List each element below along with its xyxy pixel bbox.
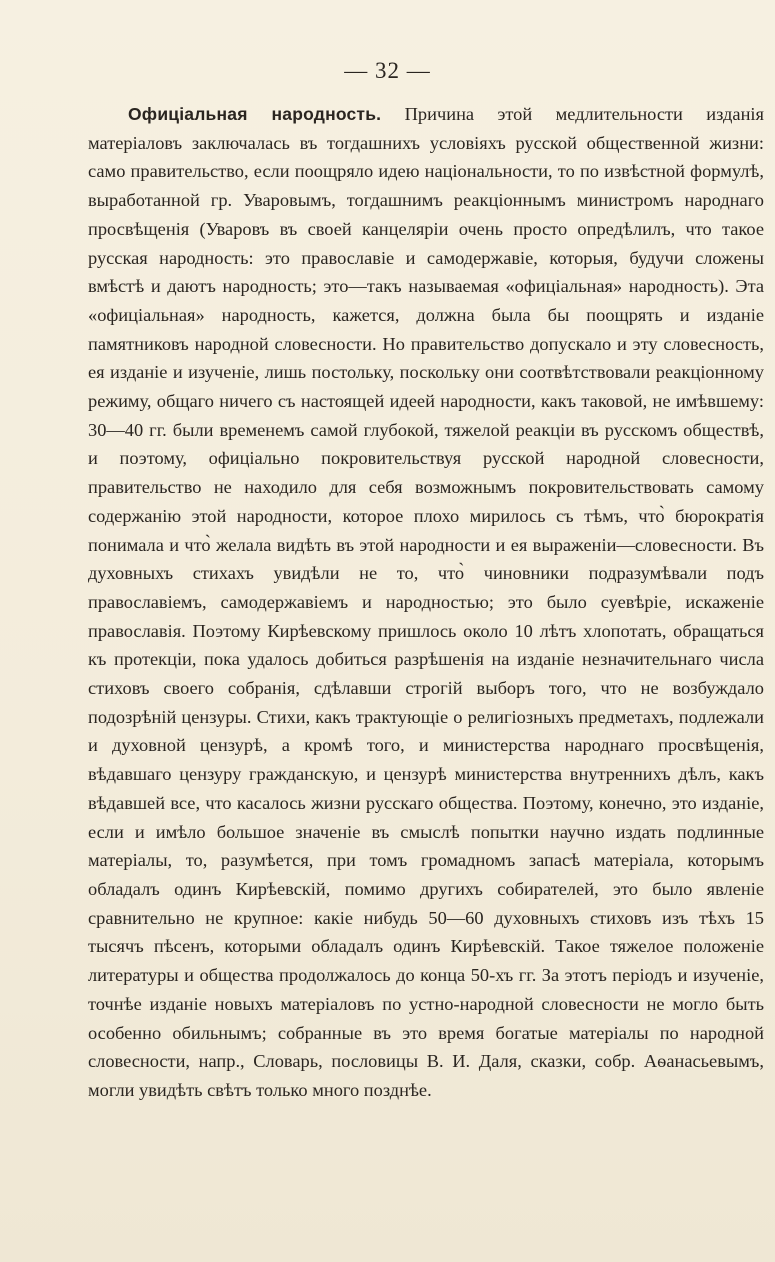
paragraph-text: Причина этой медлительности изданія матеріаловъ заключалась въ тогдашнихъ условіяхъ русской общественной жизни: само правительство, если поощряло идею національности, то по извѣстной формулѣ, выработанной гр. Уваровымъ, тогдашнимъ реакціоннымъ министромъ народнаго просвѣщенія (Уваровъ въ своей канцеляріи очень просто опредѣлилъ, что такое русская народность: это православіе и самодержавіе, которыя, будучи сложены вмѣстѣ и даютъ народность; это—такъ называемая «офиціальная» народность). Эта «офиціальная» народность, кажется, должна была бы поощрять и изданіе памятниковъ народной словесности. Но правительство допускало и эту словесность, ея изданіе и изученіе, лишь постольку, поскольку они соотвѣтствовали реакціонному режиму, общаго ничего съ настоящей идеей народности, какъ таковой, не имѣвшему: 30—40 гг. были временемъ самой глубокой, тяжелой реакціи въ русскомъ обществѣ, и поэтому, офиціально покровительствуя русской народной словесности, правительство не находило для себя возможнымъ покровительствовать самому содержанію этой народности, которое плохо мирилось съ тѣмъ, что̀ бюрократія понимала и что̀ желала видѣть въ этой народности и ея выраженіи—словесности. Въ духовныхъ стихахъ увидѣли не то, что̀ чиновники подразумѣвали подъ православіемъ, самодержавіемъ и народностью; это было суевѣріе, искаженіе православія. Поэтому Кирѣевскому пришлось около 10 лѣтъ хлопотать, обращаться къ протекціи, пока удалось добиться разрѣшенія на изданіе незначительнаго числа стиховъ своего собранія, сдѣлавши строгій выборъ того, что не возбуждало подозрѣній цензуры. Стихи, какъ трактующіе о религіозныхъ предметахъ, подлежали и духовной цензурѣ, а кромѣ того, и министерства народнаго просвѣщенія, вѣдавшаго цензуру гражданскую, и цензурѣ министерства внутреннихъ дѣлъ, какъ вѣдавшей все, что касалось жизни русскаго общества. Поэтому, конечно, это изданіе, если и имѣло большое значеніе въ смыслѣ попытки научно издать подлинные матеріалы, то, разумѣется, при томъ громадномъ запасѣ матеріала, которымъ обладалъ одинъ Кирѣевскій, помимо другихъ собирателей, это было явленіе сравнительно не крупное: какіе нибудь 50—60 духовныхъ стиховъ изъ тѣхъ 15 тысячъ пѣсенъ, которыми обладалъ одинъ Кирѣевскій. Такое тяжелое положеніе литературы и общества продолжалось до конца 50-хъ гг. За этотъ періодъ и изученіе, точнѣе изданіе новыхъ матеріаловъ по устно-народной словесности не могло быть особенно обильнымъ; собранные въ это время богатые матеріалы по народной словесности, напр., Словарь, пословицы В. И. Даля, сказки, собр. Аѳанасьевымъ, могли увидѣть свѣтъ только много позднѣе. <box>88 104 764 1100</box>
body-paragraph <box>88 100 764 1105</box>
section-heading: Офиціальная народность. <box>128 104 382 124</box>
page-number: — 32 — <box>344 58 431 83</box>
